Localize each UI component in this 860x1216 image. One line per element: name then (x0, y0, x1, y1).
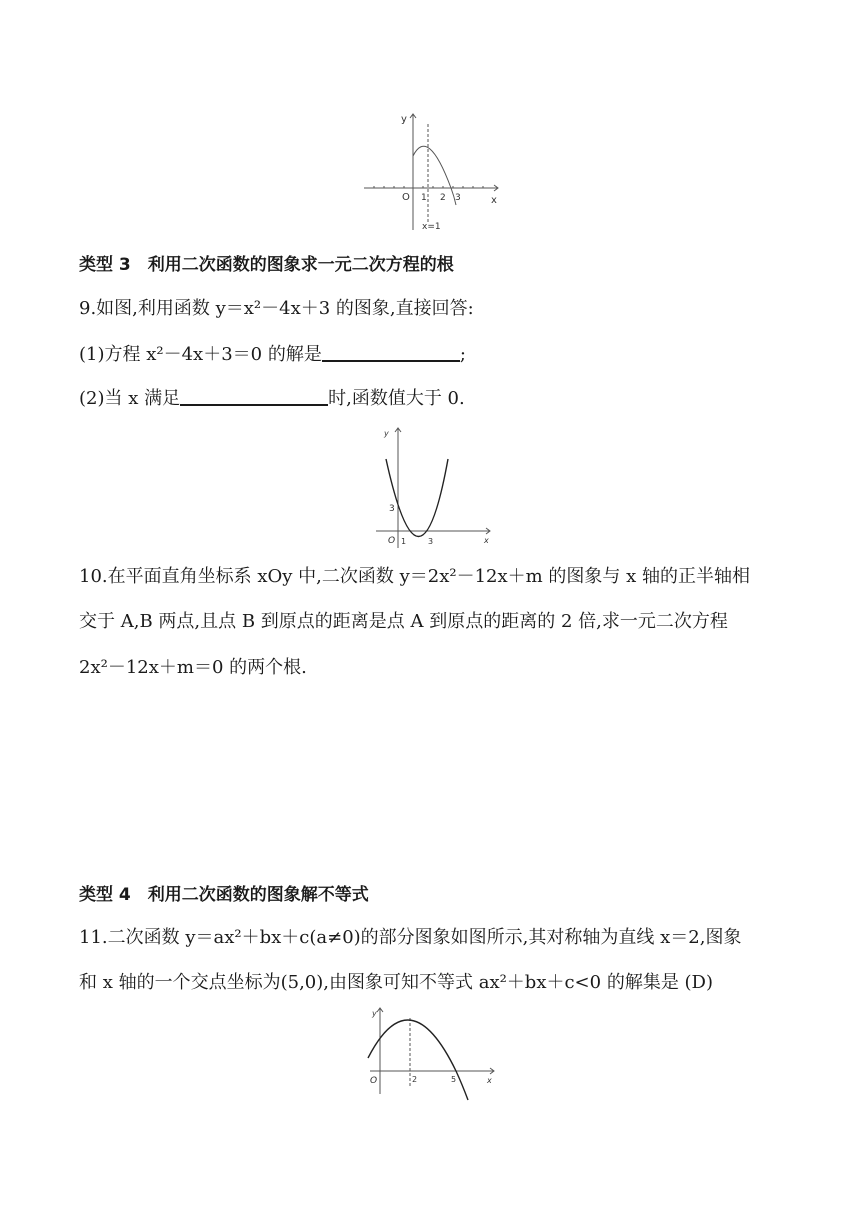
x-tick-label-1: 1 (401, 537, 407, 546)
question-9-stem: 9.如图,利用函数 y＝x²－4x＋3 的图象,直接回答: (79, 298, 474, 319)
x-tick-label-3: 3 (428, 537, 434, 546)
parabola-curve (413, 146, 451, 188)
question-10-line-2: 交于 A,B 两点,且点 B 到原点的距离是点 A 到原点的距离的 2 倍,求一元二次方程 (79, 611, 728, 632)
figure-parabola-inequality (362, 1004, 502, 1102)
question-9-part-1-end: ; (459, 344, 466, 365)
tick-label-2: 2 (440, 193, 446, 203)
question-10-line-1: 10.在平面直角坐标系 xOy 中,二次函数 y＝2x²－12x＋m 的图象与 x 轴的正半轴相 (79, 566, 751, 587)
origin-label: O (402, 192, 410, 203)
question-9-part-1-text: (1)方程 x²－4x＋3＝0 的解是 (79, 344, 322, 365)
symmetry-axis-label: x=1 (422, 222, 441, 232)
question-11-line-1: 11.二次函数 y＝ax²＋bx＋c(a≠0)的部分图象如图所示,其对称轴为直线 x＝2,图象 (79, 927, 742, 948)
y-tick-label-3: 3 (389, 504, 395, 514)
parabola-curve-tail (456, 1071, 468, 1100)
figure-parabola-axis-x1 (360, 108, 510, 232)
question-10-line-3: 2x²－12x＋m＝0 的两个根. (79, 657, 307, 678)
tick-label-3: 3 (455, 193, 461, 203)
y-axis-label: y (384, 429, 389, 438)
x-tick-label-5: 5 (451, 1075, 457, 1084)
origin-label: O (388, 536, 396, 546)
section-4-heading: 类型 4 利用二次函数的图象解不等式 (79, 885, 369, 905)
figure-parabola-roots (370, 424, 500, 552)
question-9-part-2-text: (2)当 x 满足 (79, 388, 181, 409)
question-9-part-2 (79, 386, 465, 411)
y-axis-label: y (372, 1009, 377, 1018)
question-9-part-1 (79, 342, 466, 367)
x-tick-label-2: 2 (412, 1075, 418, 1084)
origin-label: O (370, 1076, 378, 1086)
x-axis-label: x (484, 536, 489, 545)
question-11-line-2: 和 x 轴的一个交点坐标为(5,0),由图象可知不等式 ax²＋bx＋c<0 的解集是 (D) (79, 972, 714, 993)
parabola-curve (368, 1020, 456, 1071)
x-axis-label: x (491, 195, 497, 206)
parabola-curve (386, 459, 448, 537)
tick-label-1: 1 (421, 193, 427, 203)
answer-blank-2[interactable] (180, 386, 328, 406)
y-axis-label: y (401, 114, 407, 125)
x-axis-label: x (487, 1076, 492, 1085)
answer-blank-1[interactable] (322, 342, 460, 362)
question-9-part-2-end: 时,函数值大于 0. (328, 388, 465, 409)
section-3-heading: 类型 3 利用二次函数的图象求一元二次方程的根 (79, 255, 454, 275)
